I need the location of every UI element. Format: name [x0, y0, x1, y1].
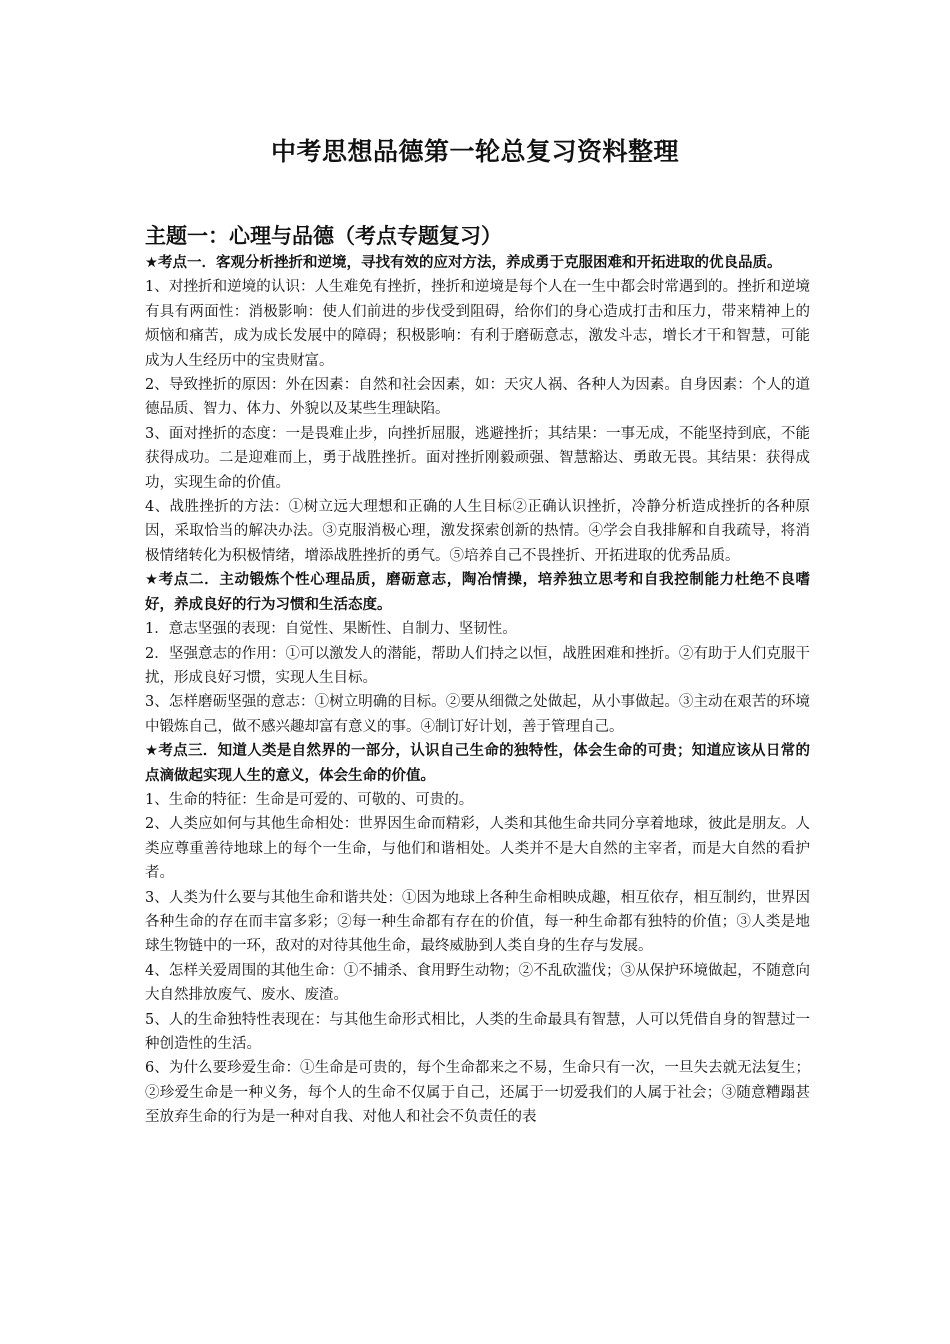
- paragraph: 3、人类为什么要与其他生命和谐共处：①因为地球上各种生命相映成趣，相互依存，相互制约，世界因各种生命的存在而丰富多彩；②每一种生命都有存在的价值，每一种生命都有独特的价值；③人类是地球生物链中的一环，敌对的对待其他生命，最终威胁到人类自身的生存与发展。: [145, 889, 810, 955]
- paragraph: 2、人类应如何与其他生命相处：世界因生命而精彩，人类和其他生命共同分享着地球，彼此是朋友。人类应尊重善待地球上的每个一生命，与他们和谐相处。人类并不是大自然的主宰者，而是大自然的看护者。: [145, 816, 810, 882]
- paragraph: 4、战胜挫折的方法：①树立远大理想和正确的人生目标②正确认识挫折，冷静分析造成挫折的各种原因，采取恰当的解决办法。③克服消极心理，激发探索创新的热情。④学会自我排解和自我疏导，将消极情绪转化为积极情绪，增添战胜挫折的勇气。⑤培养自己不畏挫折、开拓进取的优秀品质。: [145, 499, 810, 564]
- paragraph: 6、为什么要珍爱生命：①生命是可贵的，每个生命都来之不易，生命只有一次，一旦失去就无法复生；②珍爱生命是一种义务，每个人的生命不仅属于自己，还属于一切爱我们的人属于社会；③随意糟蹋甚至放弃生命的行为是一种对自我、对他人和社会不负责任的表: [145, 1060, 810, 1126]
- paragraph: 1、对挫折和逆境的认识：人生难免有挫折，挫折和逆境是每个人在一生中都会时常遇到的。挫折和逆境有具有两面性：消极影响：使人们前进的步伐受到阻碍，给你们的身心造成打击和压力，带来精神上的烦恼和痛苦，成为成长发展中的障碍；积极影响：有利于磨砺意志，激发斗志，增长才干和智慧，可能成为人生经历中的宝贵财富。: [145, 279, 810, 369]
- paragraph: 2、导致挫折的原因：外在因素：自然和社会因素，如：天灾人祸、各种人为因素。自身因素：个人的道德品质、智力、体力、外貌以及某些生理缺陷。: [145, 377, 810, 418]
- theme-heading: 主题一：心理与品德（考点专题复习）: [145, 224, 502, 248]
- paragraph: 1、生命的特征：生命是可爱的、可敬的、可贵的。: [145, 791, 474, 808]
- paragraph: 1．意志坚强的表现：自觉性、果断性、自制力、坚韧性。: [145, 621, 517, 638]
- paragraph: 3、面对挫折的态度：一是畏难止步，向挫折屈服，逃避挫折；其结果：一事无成，不能坚持到底，不能获得成功。二是迎难而上，勇于战胜挫折。面对挫折刚毅顽强、智慧豁达、勇敢无畏。其结果：获得成功，实现生命的价值。: [145, 425, 810, 491]
- key-point-heading-2: ★考点二．主动锻炼个性心理品质，磨砺意志，陶冶情操，培养独立思考和自我控制能力杜绝不良嗜好，养成良好的行为习惯和生活态度。: [145, 572, 810, 613]
- document-body: [145, 221, 810, 1130]
- document-title: 中考思想品德第一轮总复习资料整理: [270, 137, 679, 166]
- paragraph: 5、人的生命独特性表现在：与其他生命形式相比，人类的生命最具有智慧，人可以凭借自身的智慧过一种创造性的生活。: [145, 1011, 810, 1052]
- key-point-heading-1: ★考点一．客观分析挫折和逆境，寻找有效的应对方法，养成勇于克服困难和开拓进取的优良品质。: [145, 255, 782, 271]
- key-point-heading-3: ★考点三．知道人类是自然界的一部分，认识自己生命的独特性，体会生命的可贵；知道应该从日常的点滴做起实现人生的意义，体会生命的价值。: [145, 743, 810, 784]
- paragraph: 2．坚强意志的作用：①可以激发人的潜能，帮助人们持之以恒，战胜困难和挫折。②有助于人们克服干扰，形成良好习惯，实现人生目标。: [145, 645, 810, 686]
- paragraph: 4、怎样关爱周围的其他生命：①不捕杀、食用野生动物；②不乱砍滥伐；③从保护环境做起，不随意向大自然排放废气、废水、废渣。: [145, 962, 810, 1004]
- paragraph: 3、怎样磨砺坚强的意志：①树立明确的目标。②要从细微之处做起，从小事做起。③主动在艰苦的环境中锻炼自己，做不感兴趣却富有意义的事。④制订好计划，善于管理自己。: [145, 694, 810, 735]
